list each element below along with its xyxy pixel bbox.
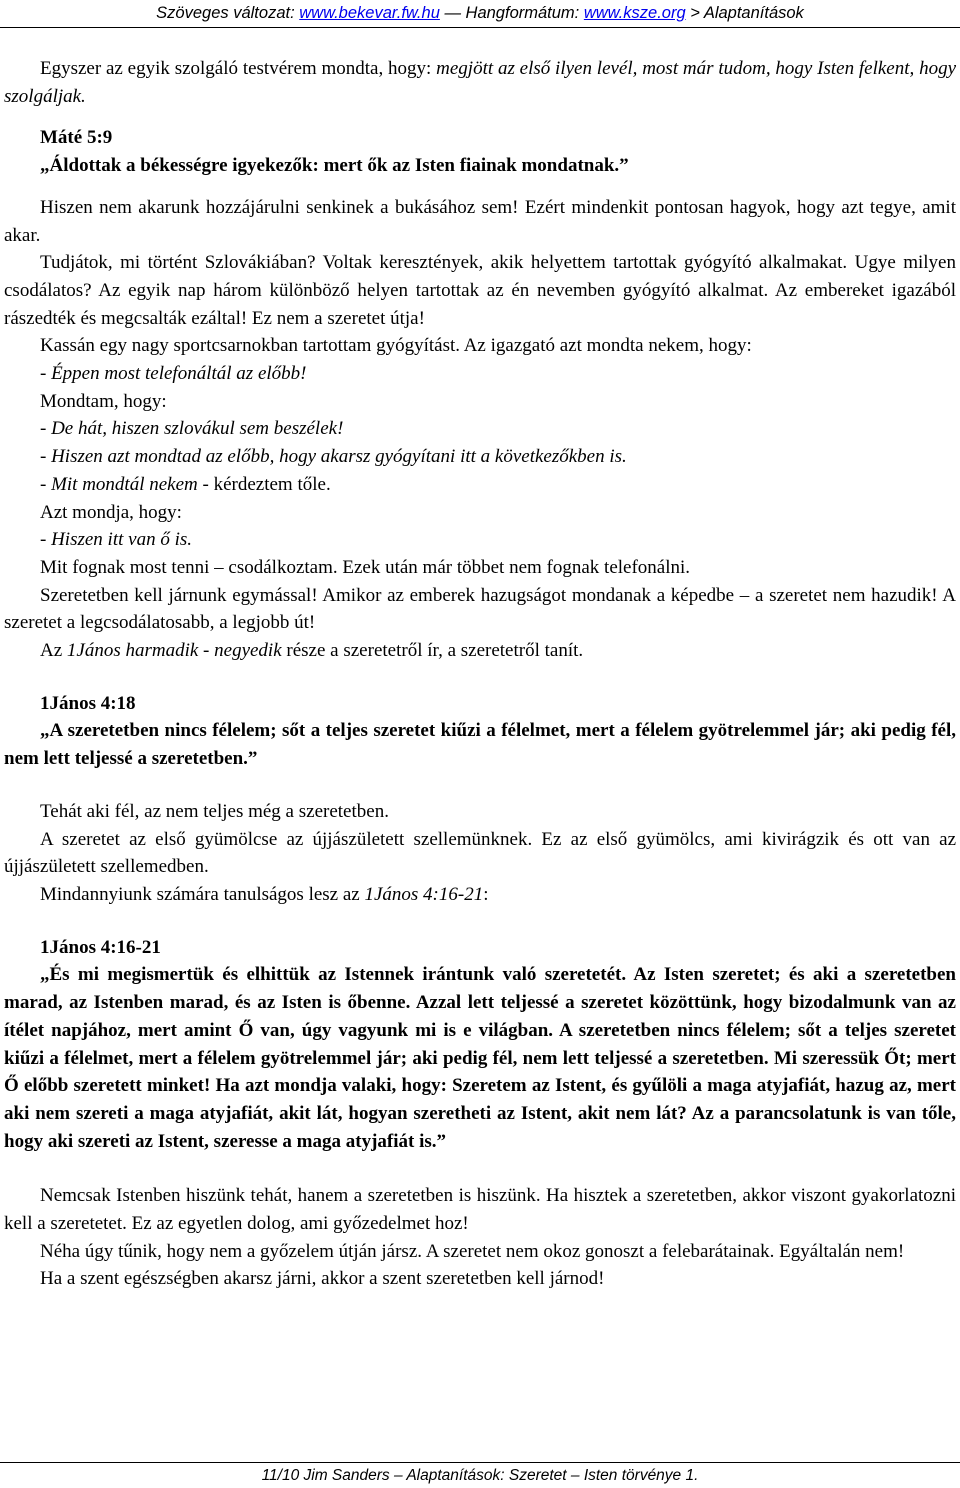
header-text-1: Szöveges változat: xyxy=(156,4,300,22)
spacer xyxy=(4,909,956,934)
italic-text: - De hát, hiszen szlovákul sem beszélek! xyxy=(40,418,344,440)
dialogue-line xyxy=(4,360,956,388)
scripture-reference: 1János 4:16-21 xyxy=(40,936,161,958)
paragraph: Néha úgy tűnik, hogy nem a győzelem útján jársz. A szeretet nem okoz gonoszt a felebarátainak. Egyáltalán nem! xyxy=(40,1240,905,1262)
paragraph: Mondtam, hogy: xyxy=(40,390,167,412)
footer-divider xyxy=(0,1462,960,1463)
italic-text: 1János 4:16-21 xyxy=(364,883,484,905)
scripture-quote xyxy=(4,152,956,180)
header-link-bekevar[interactable]: www.bekevar.fw.hu xyxy=(299,4,440,22)
paragraph: Tudjátok, mi történt Szlovákiában? Voltak keresztények, akik helyettem tartottak gyógyító alkalmakat. Ugye milyen csodálatos? Az egyik nap három különböző helyen tartottak az én nevemben gyógyító alkalmat. Az embereket igazából rászedték és megcsalták ezáltal! Ez nem a szeretet útja! xyxy=(4,252,956,329)
spacer xyxy=(4,180,956,194)
text-run: Egyszer az egyik szolgáló testvérem mondta, hogy: xyxy=(40,58,437,79)
paragraph: Nemcsak Istenben hiszünk tehát, hanem a szeretetben is hiszünk. Ha hisztek a szeretetben, akkor viszont gyakorlatozni kell a szeretetet. Ez az egyetlen dolog, ami győzedelmet hoz! xyxy=(4,1185,956,1235)
paragraph: Szeretetben kell járnunk egymással! Amikor az emberek hazugságot mondanak a képedbe – a szeretet nem hazudik! A szeretet a legcsodálatosabb, a legjobb út! xyxy=(4,584,956,634)
text-run: : mert ők az Isten fiainak mondatnak xyxy=(312,155,615,177)
italic-text: - Mit mondtál nekem xyxy=(40,473,198,495)
italic-text: - Hiszen itt van ő is. xyxy=(40,529,192,551)
italic-text: 1János harmadik - negyedik xyxy=(66,640,282,662)
dialogue-line xyxy=(4,443,956,471)
scripture-reference: Máté 5:9 xyxy=(40,127,113,149)
text-run: Az xyxy=(40,640,67,662)
paragraph: Azt mondja, hogy: xyxy=(40,501,182,523)
paragraph xyxy=(4,881,956,909)
italic-text: - Hiszen azt mondtad az előbb, hogy akarsz gyógyítani itt a következőkben is. xyxy=(40,446,627,468)
scripture-quote: „És mi megismertük és elhittük az Istennek irántunk való szeretetét. Az Isten szeretet; és aki a szeretetben marad, az Istenben marad, és az Isten is őbenne. Azzal lett teljessé a szeretet közöttünk, hogy bizodalmunk van az ítélet napjához, mert amint Ő van, úgy vagyunk mi is e világban. A szeretetben nincs félelem; sőt a teljes szeretet kiűzi a félelmet, mert a félelem gyötrelemmel jár; aki pedig fél, nem lett teljessé a szeretetben. Mi szeressük Őt; mert Ő előbb szeretett minket! Ha azt mondja valaki, hogy: Szeretem az Istent, és gyűlöli a maga atyjafiát, hazug az, mert aki nem szereti a maga atyjafiát, akit lát, hogyan szeretheti az Istent, akit nem lát? Az a parancsolatunk is van tőle, hogy aki szereti az Istent, szeresse a maga atyjafiát is.” xyxy=(4,964,956,1152)
document-body xyxy=(4,55,956,1293)
header-link-ksze[interactable]: www.ksze.org xyxy=(583,4,686,22)
paragraph: Kassán egy nagy sportcsarnokban tartottam gyógyítást. Az igazgató azt mondta nekem, hogy: xyxy=(40,335,752,357)
paragraph: Ha a szent egészségben akarsz járni, akkor a szent szeretetben kell járnod! xyxy=(40,1268,605,1290)
text-run: - kérdeztem tőle. xyxy=(197,473,331,495)
paragraph: Tehát aki fél, az nem teljes még a szeretetben. xyxy=(40,800,389,822)
text-run: része a szeretetről ír, a szeretetről tanít. xyxy=(281,640,584,662)
scripture-quote: „A szeretetben nincs félelem; sőt a teljes szeretet kiűzi a félelmet, mert a félelem gyötrelemmel jár; aki pedig fél, nem lett teljessé a szeretetben.” xyxy=(4,720,956,770)
paragraph: Mit fognak most tenni – csodálkoztam. Ezek után már többet nem fognak telefonálni. xyxy=(40,556,691,578)
spacer xyxy=(4,773,956,798)
spacer xyxy=(4,110,956,124)
spacer xyxy=(4,1155,956,1182)
italic-quote: megjött az első ilyen levél, most már tudom, hogy Isten felkent, hogy szolgáljak. xyxy=(4,58,957,107)
page-footer: 11/10 Jim Sanders – Alaptanítások: Szeretet – Isten törvénye 1. xyxy=(261,1467,699,1484)
paragraph xyxy=(4,637,956,665)
header-divider xyxy=(0,27,960,28)
dialogue-line xyxy=(4,471,956,499)
scripture-reference: 1János 4:18 xyxy=(40,692,136,714)
dialogue-line xyxy=(4,415,956,443)
page-header xyxy=(0,0,960,26)
header-text-3: > Alaptanítások xyxy=(685,4,804,22)
text-run: .” xyxy=(614,155,629,177)
text-run: „Áldottak a békességre igyekezők xyxy=(40,155,313,177)
text-run: : xyxy=(483,883,489,905)
spacer xyxy=(4,665,956,690)
header-text-2: — Hangformátum: xyxy=(439,4,584,22)
paragraph: A szeretet az első gyümölcse az újjászületett szellemünknek. Ez az első gyümölcs, ami kivirágzik és ott van az újjászületett szellemedben. xyxy=(4,828,956,878)
paragraph xyxy=(4,55,956,110)
paragraph: Hiszen nem akarunk hozzájárulni senkinek a bukásához sem! Ezért mindenkit pontosan hagyok, hogy azt tegye, amit akar. xyxy=(4,196,956,246)
dialogue-line xyxy=(4,526,956,554)
italic-text: - Éppen most telefonáltál az előbb! xyxy=(40,363,307,385)
text-run: Mindannyiunk számára tanulságos lesz az xyxy=(40,883,365,905)
